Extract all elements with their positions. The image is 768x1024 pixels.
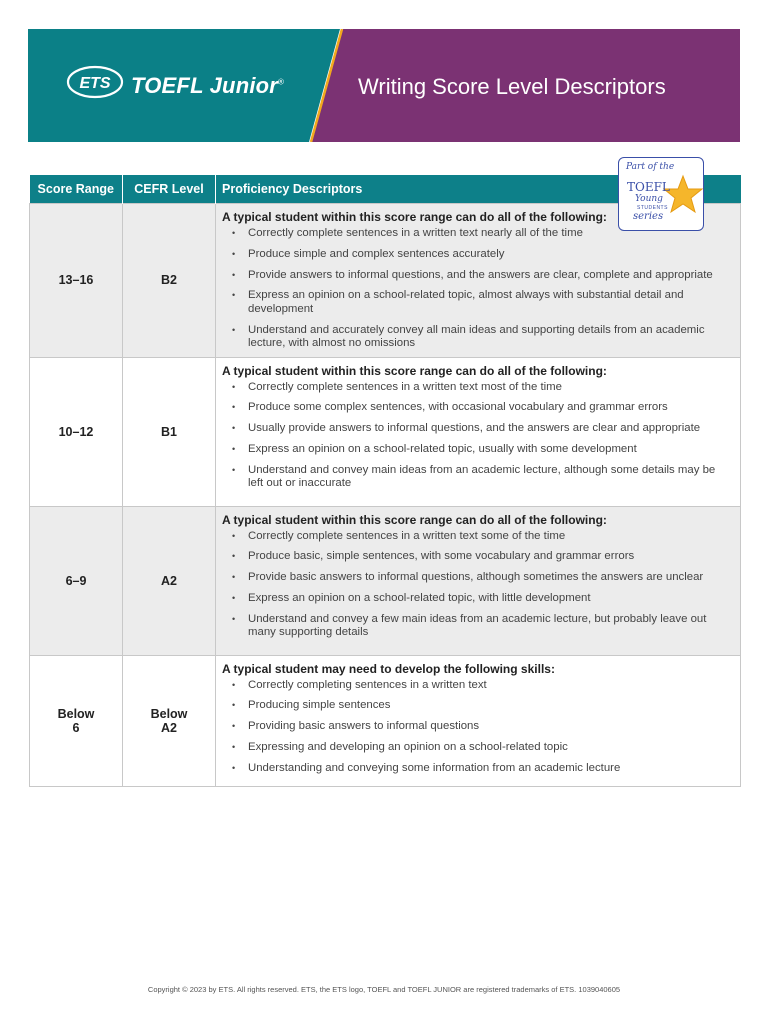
cefr-level-cell: A2 (123, 506, 216, 655)
list-item: • Produce simple and complex sentences accurately (222, 248, 732, 262)
descriptor-intro: A typical student within this score range can do all of the following: (222, 512, 607, 527)
list-item: • Expressing and developing an opinion on a school-related topic (222, 741, 732, 755)
column-header-proficiency-descriptors: Proficiency Descriptors (216, 175, 741, 204)
ets-logo-text: ETS (79, 75, 111, 92)
column-header-score-range: Score Range (30, 175, 123, 204)
list-item: • Produce basic, simple sentences, with some vocabulary and grammar errors (222, 550, 732, 564)
badge-toefl-text: TOEFL (627, 180, 670, 194)
score-range-cell: 6–9 (30, 506, 123, 655)
young-students-series-badge (618, 157, 704, 231)
badge-part-of-text: Part of the (626, 162, 675, 172)
descriptor-intro: A typical student may need to develop the following skills: (222, 661, 555, 676)
score-range-line-2: 6 (72, 720, 80, 735)
page-title: Writing Score Level Descriptors (358, 74, 666, 99)
score-range-cell (30, 655, 123, 786)
column-header-cefr-level: CEFR Level (123, 175, 216, 204)
brand-label: TOEFL Junior (131, 73, 279, 98)
badge-young-text: Young (635, 194, 663, 204)
cefr-level-cell: B2 (123, 204, 216, 358)
list-item: • Express an opinion on a school-related topic, almost always with substantial detail and development (222, 289, 732, 316)
list-item: • Usually provide answers to informal questions, and the answers are clear and appropriate (222, 422, 732, 436)
list-item: • Provide basic answers to informal questions, although sometimes the answers are unclear (222, 571, 732, 585)
list-item: • Correctly complete sentences in a written text nearly all of the time (222, 227, 732, 241)
descriptor-cell (216, 506, 741, 655)
badge-students-text: STUDENTS (637, 205, 668, 211)
list-item: • Correctly complete sentences in a written text some of the time (222, 530, 732, 544)
descriptor-intro: A typical student within this score range can do all of the following: (222, 363, 607, 378)
list-item: • Provide answers to informal questions, and the answers are clear, complete and appropriate (222, 269, 732, 283)
ets-logo-icon (66, 65, 124, 99)
copyright-footer: Copyright © 2023 by ETS. All rights reserved. ETS, the ETS logo, TOEFL and TOEFL JUNIOR are registered trademarks of ETS. 1039040605 (147, 985, 621, 994)
score-range-cell: 10–12 (30, 357, 123, 506)
descriptor-cell (216, 655, 741, 786)
list-item: • Produce some complex sentences, with occasional vocabulary and grammar errors (222, 401, 732, 415)
list-item: • Understand and accurately convey all main ideas and supporting details from an academic lecture, with almost no omissions (222, 324, 732, 351)
descriptor-list (222, 530, 732, 640)
descriptor-intro: A typical student within this score range can do all of the following: (222, 210, 607, 224)
list-item: • Understanding and conveying some information from an academic lecture (222, 762, 732, 776)
descriptor-list (222, 679, 732, 776)
cefr-level-cell: B1 (123, 357, 216, 506)
score-range-cell: 13–16 (30, 204, 123, 358)
cefr-level-line-1: Below (150, 706, 188, 721)
list-item: • Understand and convey main ideas from an academic lecture, although some details may be left out or inaccurate (222, 464, 732, 491)
list-item: • Express an opinion on a school-related topic, with little development (222, 592, 732, 606)
table-row (30, 655, 741, 786)
list-item: • Correctly completing sentences in a written text (222, 679, 732, 693)
header-banner (28, 29, 740, 142)
descriptor-list (222, 227, 732, 351)
table-row (30, 506, 741, 655)
descriptor-cell (216, 357, 741, 506)
score-descriptor-table (29, 175, 741, 787)
table-row (30, 357, 741, 506)
trademark-symbol: ® (278, 77, 285, 87)
cefr-level-cell (123, 655, 216, 786)
descriptor-list (222, 381, 732, 491)
list-item: • Correctly complete sentences in a written text most of the time (222, 381, 732, 395)
list-item: • Providing basic answers to informal questions (222, 720, 732, 734)
cefr-level-line-2: A2 (161, 720, 177, 735)
badge-series-text: series (633, 211, 664, 222)
score-range-line-1: Below (57, 706, 95, 721)
list-item: • Producing simple sentences (222, 699, 732, 713)
list-item: • Express an opinion on a school-related topic, usually with some development (222, 443, 732, 457)
list-item: • Understand and convey a few main ideas from an academic lecture, but probably leave out many supporting details (222, 613, 732, 640)
brand-name (131, 73, 284, 99)
